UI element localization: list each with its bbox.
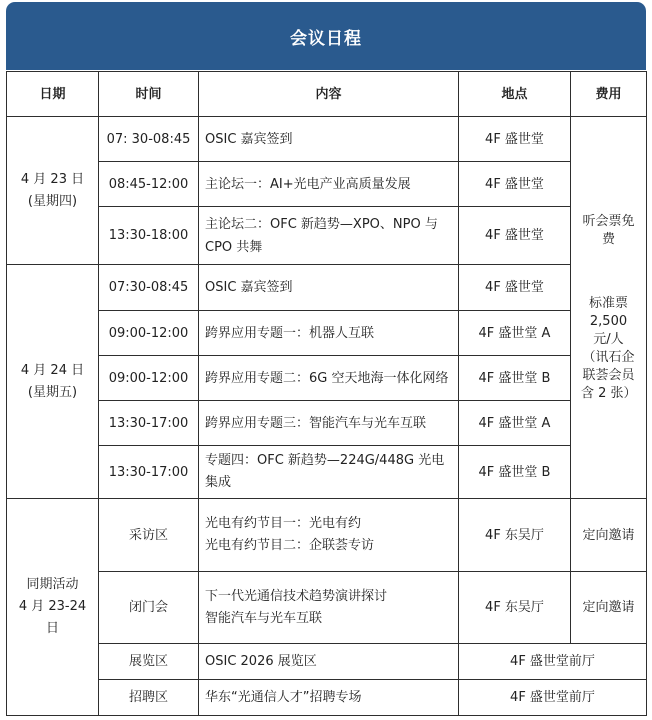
- header-location: 地点: [459, 72, 571, 117]
- location-cell: 4F 盛世堂 A: [459, 401, 571, 446]
- table-row: [7, 311, 647, 356]
- content-cell: 跨界应用专题一：机器人互联: [199, 311, 459, 356]
- fee-free: 听会票免费: [582, 213, 635, 247]
- location-cell: 4F 东吴厅: [459, 572, 571, 644]
- location-cell: 4F 盛世堂 B: [459, 356, 571, 401]
- location-cell: 4F 盛世堂: [459, 207, 571, 265]
- location-cell: 4F 盛世堂 B: [459, 446, 571, 499]
- content-line: 下一代光通信技术趋势演讲探讨: [205, 588, 388, 604]
- content-cell: 主论坛一：AI+光电产业高质量发展: [199, 162, 459, 207]
- location-cell: 4F 盛世堂 A: [459, 311, 571, 356]
- header-fee: 费用: [571, 72, 647, 117]
- content-cell: 跨界应用专题三：智能汽车与光车互联: [199, 401, 459, 446]
- content-cell: OSIC 2026 展览区: [199, 644, 459, 680]
- location-cell: 4F 盛世堂: [459, 265, 571, 311]
- content-cell: 主论坛二：OFC 新趋势—XPO、NPO 与 CPO 共舞: [199, 207, 459, 265]
- concurrent-cell: [7, 499, 99, 716]
- table-row: [7, 207, 647, 265]
- time-cell: 09:00-12:00: [99, 311, 199, 356]
- date-cell-day2: [7, 265, 99, 499]
- concurrent-label: 同期活动: [26, 577, 79, 592]
- concurrent-dates: 4 月 23-24 日: [18, 599, 87, 636]
- table-row: [7, 162, 647, 207]
- table-row: [7, 265, 647, 311]
- content-line: 光电有约节目一：光电有约: [205, 516, 362, 531]
- content-cell: 跨界应用专题二：6G 空天地海一体化网络: [199, 356, 459, 401]
- location-cell: 4F 盛世堂前厅: [459, 680, 647, 716]
- table-row: [7, 446, 647, 499]
- content-line: 智能汽车与光车互联: [205, 610, 323, 626]
- table-row: [7, 680, 647, 716]
- header-date: 日期: [7, 72, 99, 117]
- location-cell: 4F 盛世堂: [459, 162, 571, 207]
- time-cell: 07: 30-08:45: [99, 117, 199, 162]
- fee-cell: 定向邀请: [571, 572, 647, 644]
- fee-standard: 标准票 2,500 元/人（讯石企联荟会员含 2 张）: [581, 295, 637, 401]
- date-day1: 4 月 23 日: [20, 171, 85, 187]
- location-cell: 4F 盛世堂: [459, 117, 571, 162]
- header-content: 内容: [199, 72, 459, 117]
- content-cell: OSIC 嘉宾签到: [199, 265, 459, 311]
- area-cell: 闭门会: [99, 572, 199, 644]
- content-line: 光电有约节目二：企联荟专访: [205, 538, 375, 553]
- fee-cell: [571, 117, 647, 499]
- weekday-day1: (星期四): [27, 193, 78, 209]
- time-cell: 09:00-12:00: [99, 356, 199, 401]
- location-cell: 4F 盛世堂前厅: [459, 644, 647, 680]
- table-row: [7, 499, 647, 572]
- time-cell: 08:45-12:00: [99, 162, 199, 207]
- area-cell: 招聘区: [99, 680, 199, 716]
- table-row: [7, 117, 647, 162]
- weekday-day2: (星期五): [27, 384, 78, 400]
- table-row: [7, 356, 647, 401]
- area-cell: 采访区: [99, 499, 199, 572]
- area-cell: 展览区: [99, 644, 199, 680]
- schedule-title: 会议日程: [290, 28, 362, 49]
- time-cell: 13:30-18:00: [99, 207, 199, 265]
- schedule-table: [6, 71, 647, 716]
- header-time: 时间: [99, 72, 199, 117]
- time-cell: 07:30-08:45: [99, 265, 199, 311]
- time-cell: 13:30-17:00: [99, 446, 199, 499]
- content-cell: [199, 572, 459, 644]
- content-cell: 华东“光通信人才”招聘专场: [199, 680, 459, 716]
- header-row: [7, 72, 647, 117]
- table-row: [7, 644, 647, 680]
- location-cell: 4F 东吴厅: [459, 499, 571, 572]
- time-cell: 13:30-17:00: [99, 401, 199, 446]
- fee-cell: 定向邀请: [571, 499, 647, 572]
- content-cell: [199, 499, 459, 572]
- date-day2: 4 月 24 日: [20, 362, 85, 378]
- table-row: [7, 401, 647, 446]
- title-banner: [6, 2, 646, 70]
- content-cell: 专题四：OFC 新趋势—224G/448G 光电集成: [199, 446, 459, 499]
- table-row: [7, 572, 647, 644]
- content-cell: OSIC 嘉宾签到: [199, 117, 459, 162]
- date-cell-day1: [7, 117, 99, 265]
